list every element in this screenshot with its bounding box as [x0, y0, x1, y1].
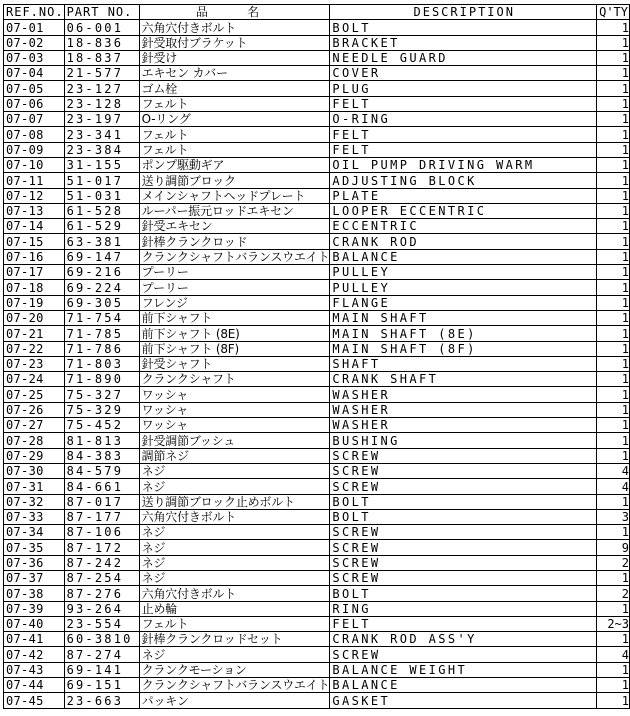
description-cell: PLUG: [330, 81, 597, 96]
part-no-cell: 69-305: [64, 295, 139, 310]
item-name-cell: フレンジ: [139, 295, 330, 310]
table-row: [4, 463, 630, 478]
table-row: [4, 295, 630, 310]
part-no-cell: 81-813: [64, 433, 139, 448]
table-row: [4, 35, 630, 50]
part-no-cell: 71-754: [64, 310, 139, 325]
part-no-cell: 69-147: [64, 249, 139, 264]
ref-no-cell: 07-20: [4, 310, 65, 325]
ref-no-cell: 07-29: [4, 448, 65, 463]
part-no-cell: 06-001: [64, 20, 139, 35]
description-cell: SCREW: [330, 525, 597, 540]
part-no-cell: 69-151: [64, 678, 139, 693]
ref-no-cell: 07-13: [4, 203, 65, 218]
quantity-cell: 1: [597, 142, 630, 157]
ref-no-cell: 07-23: [4, 356, 65, 371]
part-no-cell: 23-341: [64, 127, 139, 142]
ref-no-cell: 07-19: [4, 295, 65, 310]
table-row: [4, 127, 630, 142]
quantity-cell: 1: [597, 265, 630, 280]
part-no-cell: 93-264: [64, 601, 139, 616]
ref-no-cell: 07-26: [4, 402, 65, 417]
description-cell: SCREW: [330, 570, 597, 585]
table-row: [4, 81, 630, 96]
item-name-cell: クランクモーション: [139, 662, 330, 677]
table-row: [4, 509, 630, 524]
part-no-cell: 23-663: [64, 693, 139, 708]
quantity-cell: 1: [597, 203, 630, 218]
table-row: [4, 555, 630, 570]
description-cell: BOLT: [330, 586, 597, 601]
item-name-cell: ネジ: [139, 463, 330, 478]
quantity-cell: 1: [597, 372, 630, 387]
quantity-cell: 2: [597, 586, 630, 601]
part-no-cell: 18-836: [64, 35, 139, 50]
ref-no-cell: 07-30: [4, 463, 65, 478]
table-row: [4, 173, 630, 188]
description-cell: SCREW: [330, 463, 597, 478]
description-cell: MAIN SHAFT (8F): [330, 341, 597, 356]
item-name-cell: 六角穴付きボルト: [139, 509, 330, 524]
ref-no-cell: 07-32: [4, 494, 65, 509]
part-no-cell: 23-127: [64, 81, 139, 96]
description-cell: SCREW: [330, 555, 597, 570]
item-name-cell: エキセン カバー: [139, 66, 330, 81]
description-cell: WASHER: [330, 418, 597, 433]
quantity-cell: 1: [597, 494, 630, 509]
ref-no-cell: 07-24: [4, 372, 65, 387]
part-no-cell: 84-661: [64, 479, 139, 494]
part-no-cell: 75-452: [64, 418, 139, 433]
ref-no-cell: 07-22: [4, 341, 65, 356]
item-name-cell: ネジ: [139, 525, 330, 540]
table-row: [4, 632, 630, 647]
part-no-cell: 51-031: [64, 188, 139, 203]
table-row: [4, 448, 630, 463]
item-name-cell: 送り調節ブロック止めボルト: [139, 494, 330, 509]
quantity-cell: 1: [597, 418, 630, 433]
part-no-cell: 75-327: [64, 387, 139, 402]
description-cell: BALANCE WEIGHT: [330, 662, 597, 677]
part-no-cell: 87-017: [64, 494, 139, 509]
part-no-cell: 84-579: [64, 463, 139, 478]
part-no-cell: 87-254: [64, 570, 139, 585]
table-row: [4, 50, 630, 65]
table-row: [4, 570, 630, 585]
ref-no-cell: 07-04: [4, 66, 65, 81]
item-name-cell: 調節ネジ: [139, 448, 330, 463]
description-cell: FELT: [330, 127, 597, 142]
part-no-cell: 87-177: [64, 509, 139, 524]
quantity-cell: 1: [597, 173, 630, 188]
description-cell: BOLT: [330, 509, 597, 524]
table-row: [4, 203, 630, 218]
quantity-cell: 1: [597, 127, 630, 142]
item-name-cell: フェルト: [139, 616, 330, 631]
quantity-cell: 1: [597, 433, 630, 448]
item-name-cell: クランクシャフトバランスウエイト: [139, 678, 330, 693]
item-name-cell: 前下シャフト: [139, 310, 330, 325]
quantity-cell: 4: [597, 479, 630, 494]
description-cell: PULLEY: [330, 280, 597, 295]
parts-list-table: [3, 4, 630, 709]
item-name-cell: ネジ: [139, 479, 330, 494]
description-cell: CRANK SHAFT: [330, 372, 597, 387]
description-cell: RING: [330, 601, 597, 616]
table-row: [4, 157, 630, 172]
ref-no-cell: 07-15: [4, 234, 65, 249]
description-cell: PLATE: [330, 188, 597, 203]
quantity-cell: 1: [597, 81, 630, 96]
ref-no-cell: 07-38: [4, 586, 65, 601]
table-row: [4, 188, 630, 203]
part-no-cell: 21-577: [64, 66, 139, 81]
item-name-cell: ワッシャ: [139, 387, 330, 402]
ref-no-cell: 07-16: [4, 249, 65, 264]
table-row: [4, 387, 630, 402]
ref-no-cell: 07-34: [4, 525, 65, 540]
part-no-cell: 23-197: [64, 112, 139, 127]
table-row: [4, 356, 630, 371]
ref-no-cell: 07-05: [4, 81, 65, 96]
part-no-cell: 63-381: [64, 234, 139, 249]
table-row: [4, 142, 630, 157]
part-no-cell: 71-785: [64, 326, 139, 341]
description-cell: LOOPER ECCENTRIC: [330, 203, 597, 218]
ref-no-cell: 07-39: [4, 601, 65, 616]
part-no-cell: 18-837: [64, 50, 139, 65]
table-row: [4, 647, 630, 662]
quantity-cell: 1: [597, 157, 630, 172]
ref-no-cell: 07-02: [4, 35, 65, 50]
ref-no-cell: 07-44: [4, 678, 65, 693]
header-quantity: Q'TY: [597, 5, 630, 20]
quantity-cell: 1: [597, 632, 630, 647]
item-name-cell: フェルト: [139, 96, 330, 111]
quantity-cell: 1: [597, 249, 630, 264]
item-name-cell: ネジ: [139, 570, 330, 585]
ref-no-cell: 07-17: [4, 265, 65, 280]
item-name-cell: フェルト: [139, 127, 330, 142]
quantity-cell: 1: [597, 601, 630, 616]
quantity-cell: 1: [597, 280, 630, 295]
quantity-cell: 1: [597, 662, 630, 677]
table-row: [4, 280, 630, 295]
description-cell: GASKET: [330, 693, 597, 708]
quantity-cell: 1: [597, 356, 630, 371]
table-row: [4, 326, 630, 341]
item-name-cell: クランクシャフトバランスウエイト: [139, 249, 330, 264]
quantity-cell: 1: [597, 234, 630, 249]
part-no-cell: 69-224: [64, 280, 139, 295]
item-name-cell: プーリー: [139, 265, 330, 280]
quantity-cell: 1: [597, 295, 630, 310]
quantity-cell: 2: [597, 555, 630, 570]
ref-no-cell: 07-11: [4, 173, 65, 188]
table-row: [4, 265, 630, 280]
description-cell: SCREW: [330, 540, 597, 555]
ref-no-cell: 07-08: [4, 127, 65, 142]
description-cell: SCREW: [330, 479, 597, 494]
table-row: [4, 249, 630, 264]
quantity-cell: 1: [597, 96, 630, 111]
quantity-cell: 1: [597, 50, 630, 65]
table-row: [4, 20, 630, 35]
ref-no-cell: 07-43: [4, 662, 65, 677]
ref-no-cell: 07-42: [4, 647, 65, 662]
table-row: [4, 234, 630, 249]
table-row: [4, 616, 630, 631]
parts-rows: [4, 20, 630, 708]
ref-no-cell: 07-25: [4, 387, 65, 402]
ref-no-cell: 07-27: [4, 418, 65, 433]
ref-no-cell: 07-41: [4, 632, 65, 647]
item-name-cell: O-リング: [139, 112, 330, 127]
item-name-cell: ワッシャ: [139, 402, 330, 417]
part-no-cell: 69-141: [64, 662, 139, 677]
quantity-cell: 1: [597, 112, 630, 127]
part-no-cell: 23-554: [64, 616, 139, 631]
ref-no-cell: 07-18: [4, 280, 65, 295]
quantity-cell: 1: [597, 326, 630, 341]
description-cell: WASHER: [330, 387, 597, 402]
table-row: [4, 525, 630, 540]
part-no-cell: 71-786: [64, 341, 139, 356]
description-cell: BALANCE: [330, 678, 597, 693]
item-name-cell: ポンプ駆動ギア: [139, 157, 330, 172]
description-cell: SCREW: [330, 647, 597, 662]
part-no-cell: 84-383: [64, 448, 139, 463]
description-cell: CRANK ROD ASS'Y: [330, 632, 597, 647]
description-cell: ECCENTRIC: [330, 219, 597, 234]
item-name-cell: ルーパー振元ロッドエキセン: [139, 203, 330, 218]
item-name-cell: 六角穴付きボルト: [139, 20, 330, 35]
description-cell: OIL PUMP DRIVING WARM: [330, 157, 597, 172]
header-part-no: PART NO.: [64, 5, 139, 20]
description-cell: COVER: [330, 66, 597, 81]
description-cell: O-RING: [330, 112, 597, 127]
description-cell: BALANCE: [330, 249, 597, 264]
ref-no-cell: 07-36: [4, 555, 65, 570]
quantity-cell: 1: [597, 35, 630, 50]
ref-no-cell: 07-14: [4, 219, 65, 234]
description-cell: BOLT: [330, 494, 597, 509]
description-cell: NEEDLE GUARD: [330, 50, 597, 65]
description-cell: SCREW: [330, 448, 597, 463]
table-row: [4, 402, 630, 417]
quantity-cell: 1: [597, 448, 630, 463]
part-no-cell: 75-329: [64, 402, 139, 417]
item-name-cell: 針受エキセン: [139, 219, 330, 234]
ref-no-cell: 07-12: [4, 188, 65, 203]
item-name-cell: クランクシャフト: [139, 372, 330, 387]
quantity-cell: 2~3: [597, 616, 630, 631]
table-row: [4, 540, 630, 555]
ref-no-cell: 07-45: [4, 693, 65, 708]
item-name-cell: 針棒クランクロッド: [139, 234, 330, 249]
quantity-cell: 1: [597, 66, 630, 81]
quantity-cell: 1: [597, 570, 630, 585]
quantity-cell: 1: [597, 310, 630, 325]
part-no-cell: 23-128: [64, 96, 139, 111]
ref-no-cell: 07-28: [4, 433, 65, 448]
quantity-cell: 1: [597, 20, 630, 35]
ref-no-cell: 07-06: [4, 96, 65, 111]
part-no-cell: 61-528: [64, 203, 139, 218]
item-name-cell: フェルト: [139, 142, 330, 157]
part-no-cell: 51-017: [64, 173, 139, 188]
description-cell: SHAFT: [330, 356, 597, 371]
part-no-cell: 69-216: [64, 265, 139, 280]
quantity-cell: 1: [597, 678, 630, 693]
quantity-cell: 1: [597, 387, 630, 402]
description-cell: FELT: [330, 142, 597, 157]
part-no-cell: 87-242: [64, 555, 139, 570]
item-name-cell: ゴム栓: [139, 81, 330, 96]
description-cell: FLANGE: [330, 295, 597, 310]
quantity-cell: 1: [597, 402, 630, 417]
table-row: [4, 662, 630, 677]
table-row: [4, 219, 630, 234]
quantity-cell: 1: [597, 341, 630, 356]
quantity-cell: 3: [597, 509, 630, 524]
item-name-cell: 前下シャフト (8E): [139, 326, 330, 341]
table-row: [4, 418, 630, 433]
item-name-cell: 六角穴付きボルト: [139, 586, 330, 601]
description-cell: FELT: [330, 96, 597, 111]
description-cell: BRACKET: [330, 35, 597, 50]
item-name-cell: ネジ: [139, 647, 330, 662]
description-cell: MAIN SHAFT: [330, 310, 597, 325]
ref-no-cell: 07-10: [4, 157, 65, 172]
ref-no-cell: 07-33: [4, 509, 65, 524]
ref-no-cell: 07-09: [4, 142, 65, 157]
part-no-cell: 87-106: [64, 525, 139, 540]
part-no-cell: 31-155: [64, 157, 139, 172]
ref-no-cell: 07-37: [4, 570, 65, 585]
item-name-cell: 針受取付ブラケット: [139, 35, 330, 50]
table-row: [4, 372, 630, 387]
table-row: [4, 433, 630, 448]
part-no-cell: 87-274: [64, 647, 139, 662]
part-no-cell: 71-890: [64, 372, 139, 387]
item-name-cell: 針受け: [139, 50, 330, 65]
table-row: [4, 96, 630, 111]
item-name-cell: ネジ: [139, 555, 330, 570]
quantity-cell: 1: [597, 693, 630, 708]
ref-no-cell: 07-31: [4, 479, 65, 494]
description-cell: CRANK ROD: [330, 234, 597, 249]
table-row: [4, 66, 630, 81]
ref-no-cell: 07-03: [4, 50, 65, 65]
item-name-cell: 針受シャフト: [139, 356, 330, 371]
description-cell: MAIN SHAFT (8E): [330, 326, 597, 341]
description-cell: ADJUSTING BLOCK: [330, 173, 597, 188]
part-no-cell: 60-3810: [64, 632, 139, 647]
quantity-cell: 1: [597, 219, 630, 234]
header-item-name: 品 名: [139, 5, 330, 20]
header-description: DESCRIPTION: [330, 5, 597, 20]
description-cell: PULLEY: [330, 265, 597, 280]
item-name-cell: 送り調節ブロック: [139, 173, 330, 188]
quantity-cell: 1: [597, 188, 630, 203]
part-no-cell: 71-803: [64, 356, 139, 371]
table-row: [4, 112, 630, 127]
item-name-cell: 前下シャフト (8F): [139, 341, 330, 356]
header-row: [4, 5, 630, 20]
part-no-cell: 23-384: [64, 142, 139, 157]
quantity-cell: 4: [597, 647, 630, 662]
item-name-cell: 止め輪: [139, 601, 330, 616]
part-no-cell: 61-529: [64, 219, 139, 234]
description-cell: BOLT: [330, 20, 597, 35]
description-cell: WASHER: [330, 402, 597, 417]
quantity-cell: 1: [597, 525, 630, 540]
description-cell: FELT: [330, 616, 597, 631]
ref-no-cell: 07-35: [4, 540, 65, 555]
table-row: [4, 693, 630, 708]
ref-no-cell: 07-21: [4, 326, 65, 341]
header-ref-no: REF.NO.: [4, 5, 65, 20]
ref-no-cell: 07-40: [4, 616, 65, 631]
part-no-cell: 87-276: [64, 586, 139, 601]
item-name-cell: ネジ: [139, 540, 330, 555]
part-no-cell: 87-172: [64, 540, 139, 555]
item-name-cell: プーリー: [139, 280, 330, 295]
quantity-cell: 9: [597, 540, 630, 555]
table-row: [4, 341, 630, 356]
item-name-cell: 針受調節ブッシュ: [139, 433, 330, 448]
table-row: [4, 479, 630, 494]
description-cell: BUSHING: [330, 433, 597, 448]
item-name-cell: メインシャフトヘッドプレート: [139, 188, 330, 203]
item-name-cell: ワッシャ: [139, 418, 330, 433]
table-row: [4, 586, 630, 601]
table-row: [4, 601, 630, 616]
quantity-cell: 4: [597, 463, 630, 478]
ref-no-cell: 07-01: [4, 20, 65, 35]
table-row: [4, 678, 630, 693]
table-row: [4, 494, 630, 509]
table-row: [4, 310, 630, 325]
ref-no-cell: 07-07: [4, 112, 65, 127]
item-name-cell: パッキン: [139, 693, 330, 708]
item-name-cell: 針棒クランクロッドセット: [139, 632, 330, 647]
